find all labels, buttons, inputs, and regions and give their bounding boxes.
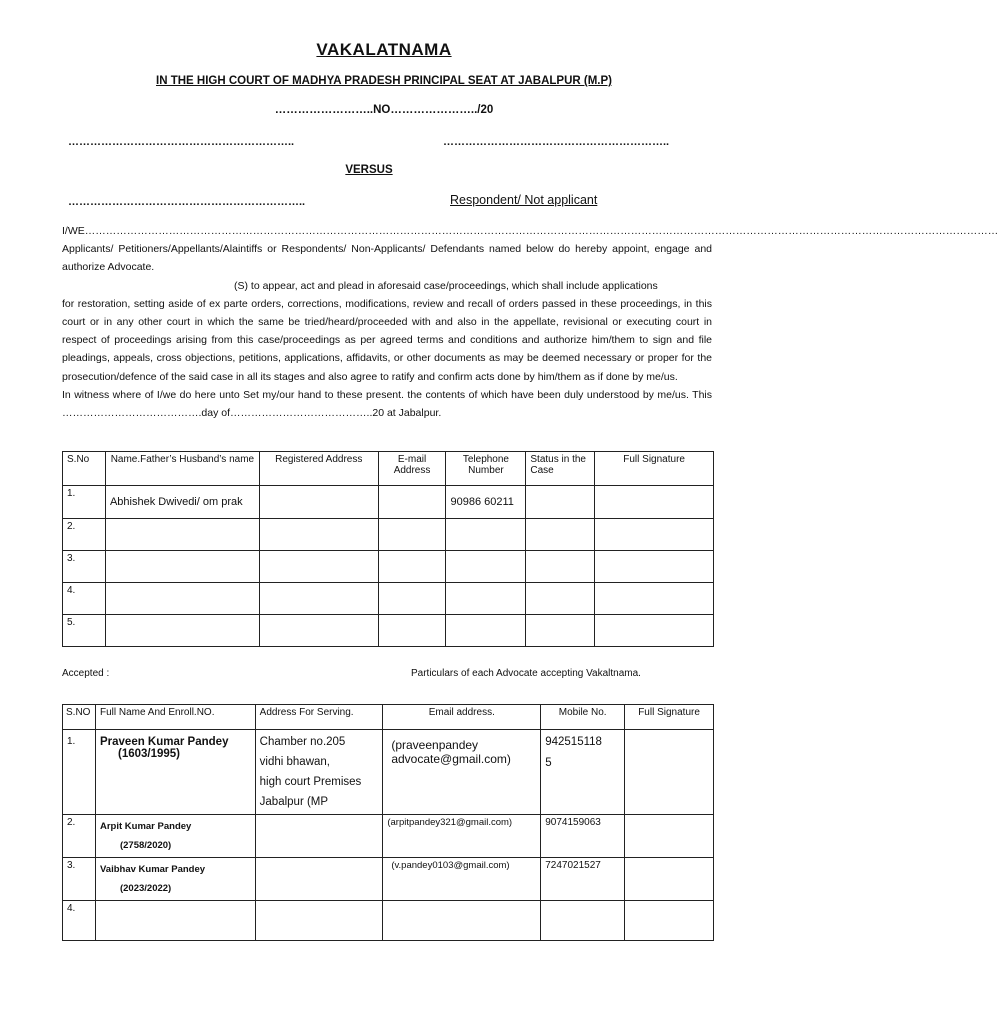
col-email: Email address. xyxy=(383,705,541,730)
advocates-table xyxy=(62,704,714,941)
col-email: E-mail Address xyxy=(378,452,446,486)
col-address-serving: Address For Serving. xyxy=(255,705,383,730)
cell-signature xyxy=(625,901,714,941)
cell-email xyxy=(378,615,446,647)
cell-email: (arpitpandey321@gmail.com) xyxy=(383,815,541,858)
cell-signature xyxy=(595,615,714,647)
table-row xyxy=(63,730,714,815)
cell-name-enroll xyxy=(95,901,255,941)
accepted-label: Accepted : xyxy=(62,668,110,679)
cell-mobile xyxy=(541,901,625,941)
address-line: Jabalpur (MP xyxy=(259,796,329,808)
clients-table-header xyxy=(63,452,714,486)
cell-email xyxy=(378,551,446,583)
cell-mobile xyxy=(541,730,625,815)
cell-email xyxy=(378,519,446,551)
cell-sno: 4. xyxy=(63,583,106,615)
col-signature: Full Signature xyxy=(595,452,714,486)
cell-status xyxy=(526,583,595,615)
clients-table xyxy=(62,451,714,647)
cell-email xyxy=(378,486,446,519)
mobile-number: 5 xyxy=(545,757,552,769)
cell-name xyxy=(105,583,259,615)
advocate-name: Arpit Kumar Pandey xyxy=(99,821,192,832)
cell-name-enroll xyxy=(95,815,255,858)
cell-address xyxy=(255,901,383,941)
enroll-number: (2023/2022) xyxy=(119,883,172,894)
document-title: VAKALATNAMA xyxy=(316,40,452,59)
cell-name xyxy=(105,551,259,583)
table-row xyxy=(63,815,714,858)
col-sno: S.No xyxy=(63,452,106,486)
cell-signature xyxy=(595,519,714,551)
cell-telephone xyxy=(446,615,526,647)
cell-status xyxy=(526,519,595,551)
cell-address xyxy=(255,730,383,815)
table-row xyxy=(63,858,714,901)
cell-name xyxy=(105,615,259,647)
cell-telephone xyxy=(446,551,526,583)
cell-name-enroll xyxy=(95,858,255,901)
col-name: Name.Father’s Husband’s name xyxy=(105,452,259,486)
cell-mobile: 7247021527 xyxy=(541,858,625,901)
cell-status xyxy=(526,551,595,583)
iwe-line: I/WE……………………………………………………………………………………………………………………………………………………………………………………………………………………………………… xyxy=(62,225,998,237)
col-signature: Full Signature xyxy=(625,705,714,730)
address-line: high court Premises xyxy=(259,776,362,788)
cell-signature xyxy=(595,551,714,583)
cell-signature xyxy=(625,815,714,858)
cell-status xyxy=(526,486,595,519)
enroll-number: (2758/2020) xyxy=(119,840,172,851)
cell-signature xyxy=(595,486,714,519)
cell-sno: 2. xyxy=(63,815,96,858)
cell-address xyxy=(259,551,378,583)
cell-sno: 1. xyxy=(63,486,106,519)
appointment-paragraph: Applicants/ Petitioners/Appellants/Alaintiffs or Respondents/ Non-Applicants/ Defendants named below do hereby appoint, engage and authorize Advocate. xyxy=(62,243,712,274)
col-telephone: Telephone Number xyxy=(446,452,526,486)
vakalatnama-body xyxy=(62,222,998,422)
cell-address xyxy=(255,858,383,901)
table-row xyxy=(63,615,714,647)
cell-email xyxy=(378,583,446,615)
table-row xyxy=(63,551,714,583)
cell-address xyxy=(259,519,378,551)
cell-address xyxy=(259,615,378,647)
cell-email: (praveenpandey advocate@gmail.com) xyxy=(383,730,541,815)
enroll-number: (1603/1995) xyxy=(117,748,181,760)
respondent-blank: ……………………………………………………….. xyxy=(68,196,306,208)
cell-telephone xyxy=(446,519,526,551)
table-row xyxy=(63,901,714,941)
col-mobile: Mobile No. xyxy=(541,705,625,730)
cell-signature xyxy=(595,583,714,615)
col-sno: S.NO xyxy=(63,705,96,730)
address-line: vidhi bhawan, xyxy=(259,756,330,768)
cell-sno: 4. xyxy=(63,901,96,941)
authority-paragraph: for restoration, setting aside of ex parte orders, corrections, modifications, review and recall of orders passed in these proceedings, in this court or in any other court in which the same be tried/heard/proceeded with and also in the appellate, revisional or executing court in respect of proceedings arising from this case/proceedings as per agreed terms and conditions and authorize him/them to sign and file pleadings, appeals, cross objections, petitions, applications, affidavits, or other documents as may be deemed necessary or proper for the prosecution/defence of the said case in all its stages and also agree to ratify and confirm acts done by him/them as if done by me/us. xyxy=(62,297,712,383)
petitioner-blank-right: …………………………………………………….. xyxy=(443,136,670,148)
address-line: Chamber no.205 xyxy=(259,736,346,748)
col-status: Status in the Case xyxy=(526,452,595,486)
col-name-enroll: Full Name And Enroll.NO. xyxy=(95,705,255,730)
cell-address xyxy=(259,486,378,519)
witness-paragraph: In witness where of I/we do here unto Set my/our hand to these present. the contents of which have been duly understood by me/us. This ………………………………….day of…………………………………..20 at Jabalpur. xyxy=(62,388,712,420)
advocates-table-header xyxy=(63,705,714,730)
respondent-label: Respondent/ Not applicant xyxy=(450,193,598,207)
cell-name-enroll xyxy=(95,730,255,815)
cell-name xyxy=(105,519,259,551)
cell-status xyxy=(526,615,595,647)
cell-telephone xyxy=(446,583,526,615)
court-name: IN THE HIGH COURT OF MADHYA PRADESH PRINCIPAL SEAT AT JABALPUR (M.P) xyxy=(156,75,612,87)
cell-signature xyxy=(625,730,714,815)
cell-telephone: 90986 60211 xyxy=(446,486,526,519)
cell-sno: 2. xyxy=(63,519,106,551)
cell-address xyxy=(259,583,378,615)
advocate-name: Vaibhav Kumar Pandey xyxy=(99,864,206,875)
table-row xyxy=(63,486,714,519)
authority-paragraph-start: (S) to appear, act and plead in aforesaid case/proceedings, which shall include applications xyxy=(234,279,658,292)
cell-sno: 5. xyxy=(63,615,106,647)
table-row xyxy=(63,583,714,615)
mobile-number: 942515118 xyxy=(545,736,602,748)
cell-email xyxy=(383,901,541,941)
versus-label: VERSUS xyxy=(345,164,393,176)
advocate-name: Praveen Kumar Pandey xyxy=(99,736,229,748)
cell-name: Abhishek Dwivedi/ om prak xyxy=(105,486,259,519)
cell-sno: 1. xyxy=(63,730,96,815)
cell-mobile: 9074159063 xyxy=(541,815,625,858)
cell-email: (v.pandey0103@gmail.com) xyxy=(383,858,541,901)
cell-sno: 3. xyxy=(63,858,96,901)
cell-signature xyxy=(625,858,714,901)
table-row xyxy=(63,519,714,551)
cell-sno: 3. xyxy=(63,551,106,583)
col-address: Registered Address xyxy=(259,452,378,486)
case-number: ……………………..NO…………………../20 xyxy=(274,104,494,116)
petitioner-blank: …………………………………………………….. xyxy=(68,136,295,148)
cell-address xyxy=(255,815,383,858)
particulars-label: Particulars of each Advocate accepting Vakaltnama. xyxy=(411,668,641,679)
